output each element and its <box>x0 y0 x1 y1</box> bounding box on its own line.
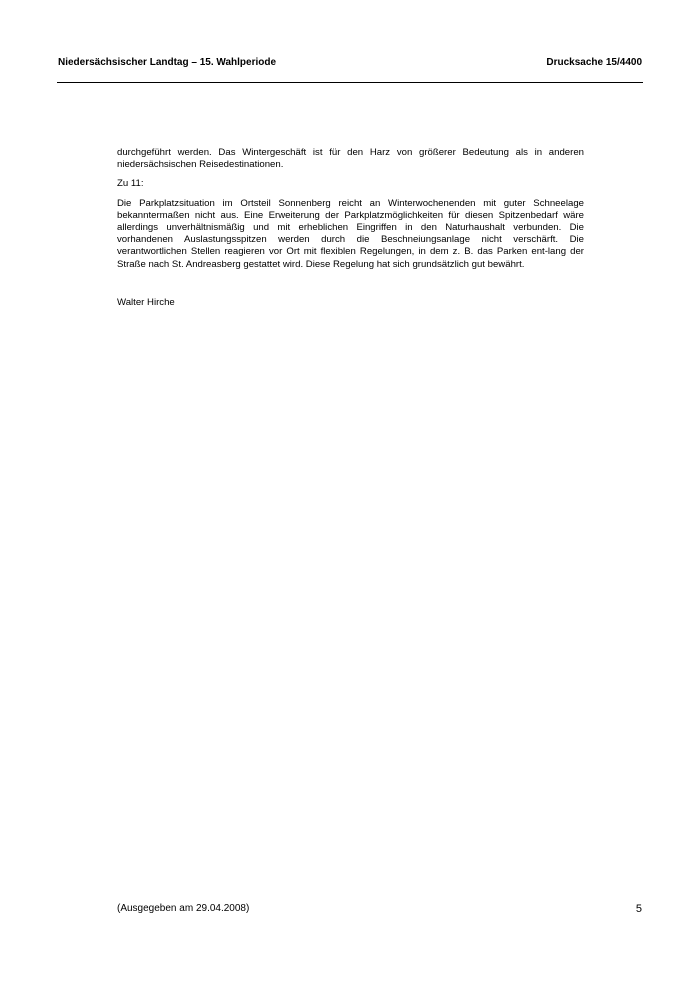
answer-paragraph: Die Parkplatzsituation im Ortsteil Sonnenberg reicht an Winterwochenenden mit guter Schneelage bekanntermaßen nicht aus. Eine Erweiterung der Parkplatzmöglichkeiten für diesen Spitzenbedarf wäre allerdings unverhältnismäßig und mit erheblichen Eingriffen in den Naturhaushalt verbunden. Die vorhandenen Auslastungsspitzen werden durch die Beschneiungsanlage nicht verschärft. Die verantwortlichen Stellen reagieren vor Ort mit flexiblen Regelungen, in dem z. B. das Parken ent-lang der Straße nach St. Andreasberg gestattet wird. Diese Regelung hat sich grundsätzlich gut bewährt. <box>117 197 584 270</box>
parliament-title: Niedersächsischer Landtag – 15. Wahlperiode <box>58 57 277 68</box>
document-body <box>117 147 584 309</box>
continuation-paragraph: durchgeführt werden. Das Wintergeschäft ist für den Harz von größerer Bedeutung als in anderen niedersächsischen Reisedestinationen. <box>117 147 584 171</box>
issue-date: (Ausgegeben am 29.04.2008) <box>117 903 250 914</box>
answer-heading: Zu 11: <box>117 178 144 190</box>
signature: Walter Hirche <box>117 296 175 308</box>
document-number: Drucksache 15/4400 <box>546 57 642 68</box>
page-number: 5 <box>635 903 642 915</box>
header-divider <box>57 82 643 83</box>
